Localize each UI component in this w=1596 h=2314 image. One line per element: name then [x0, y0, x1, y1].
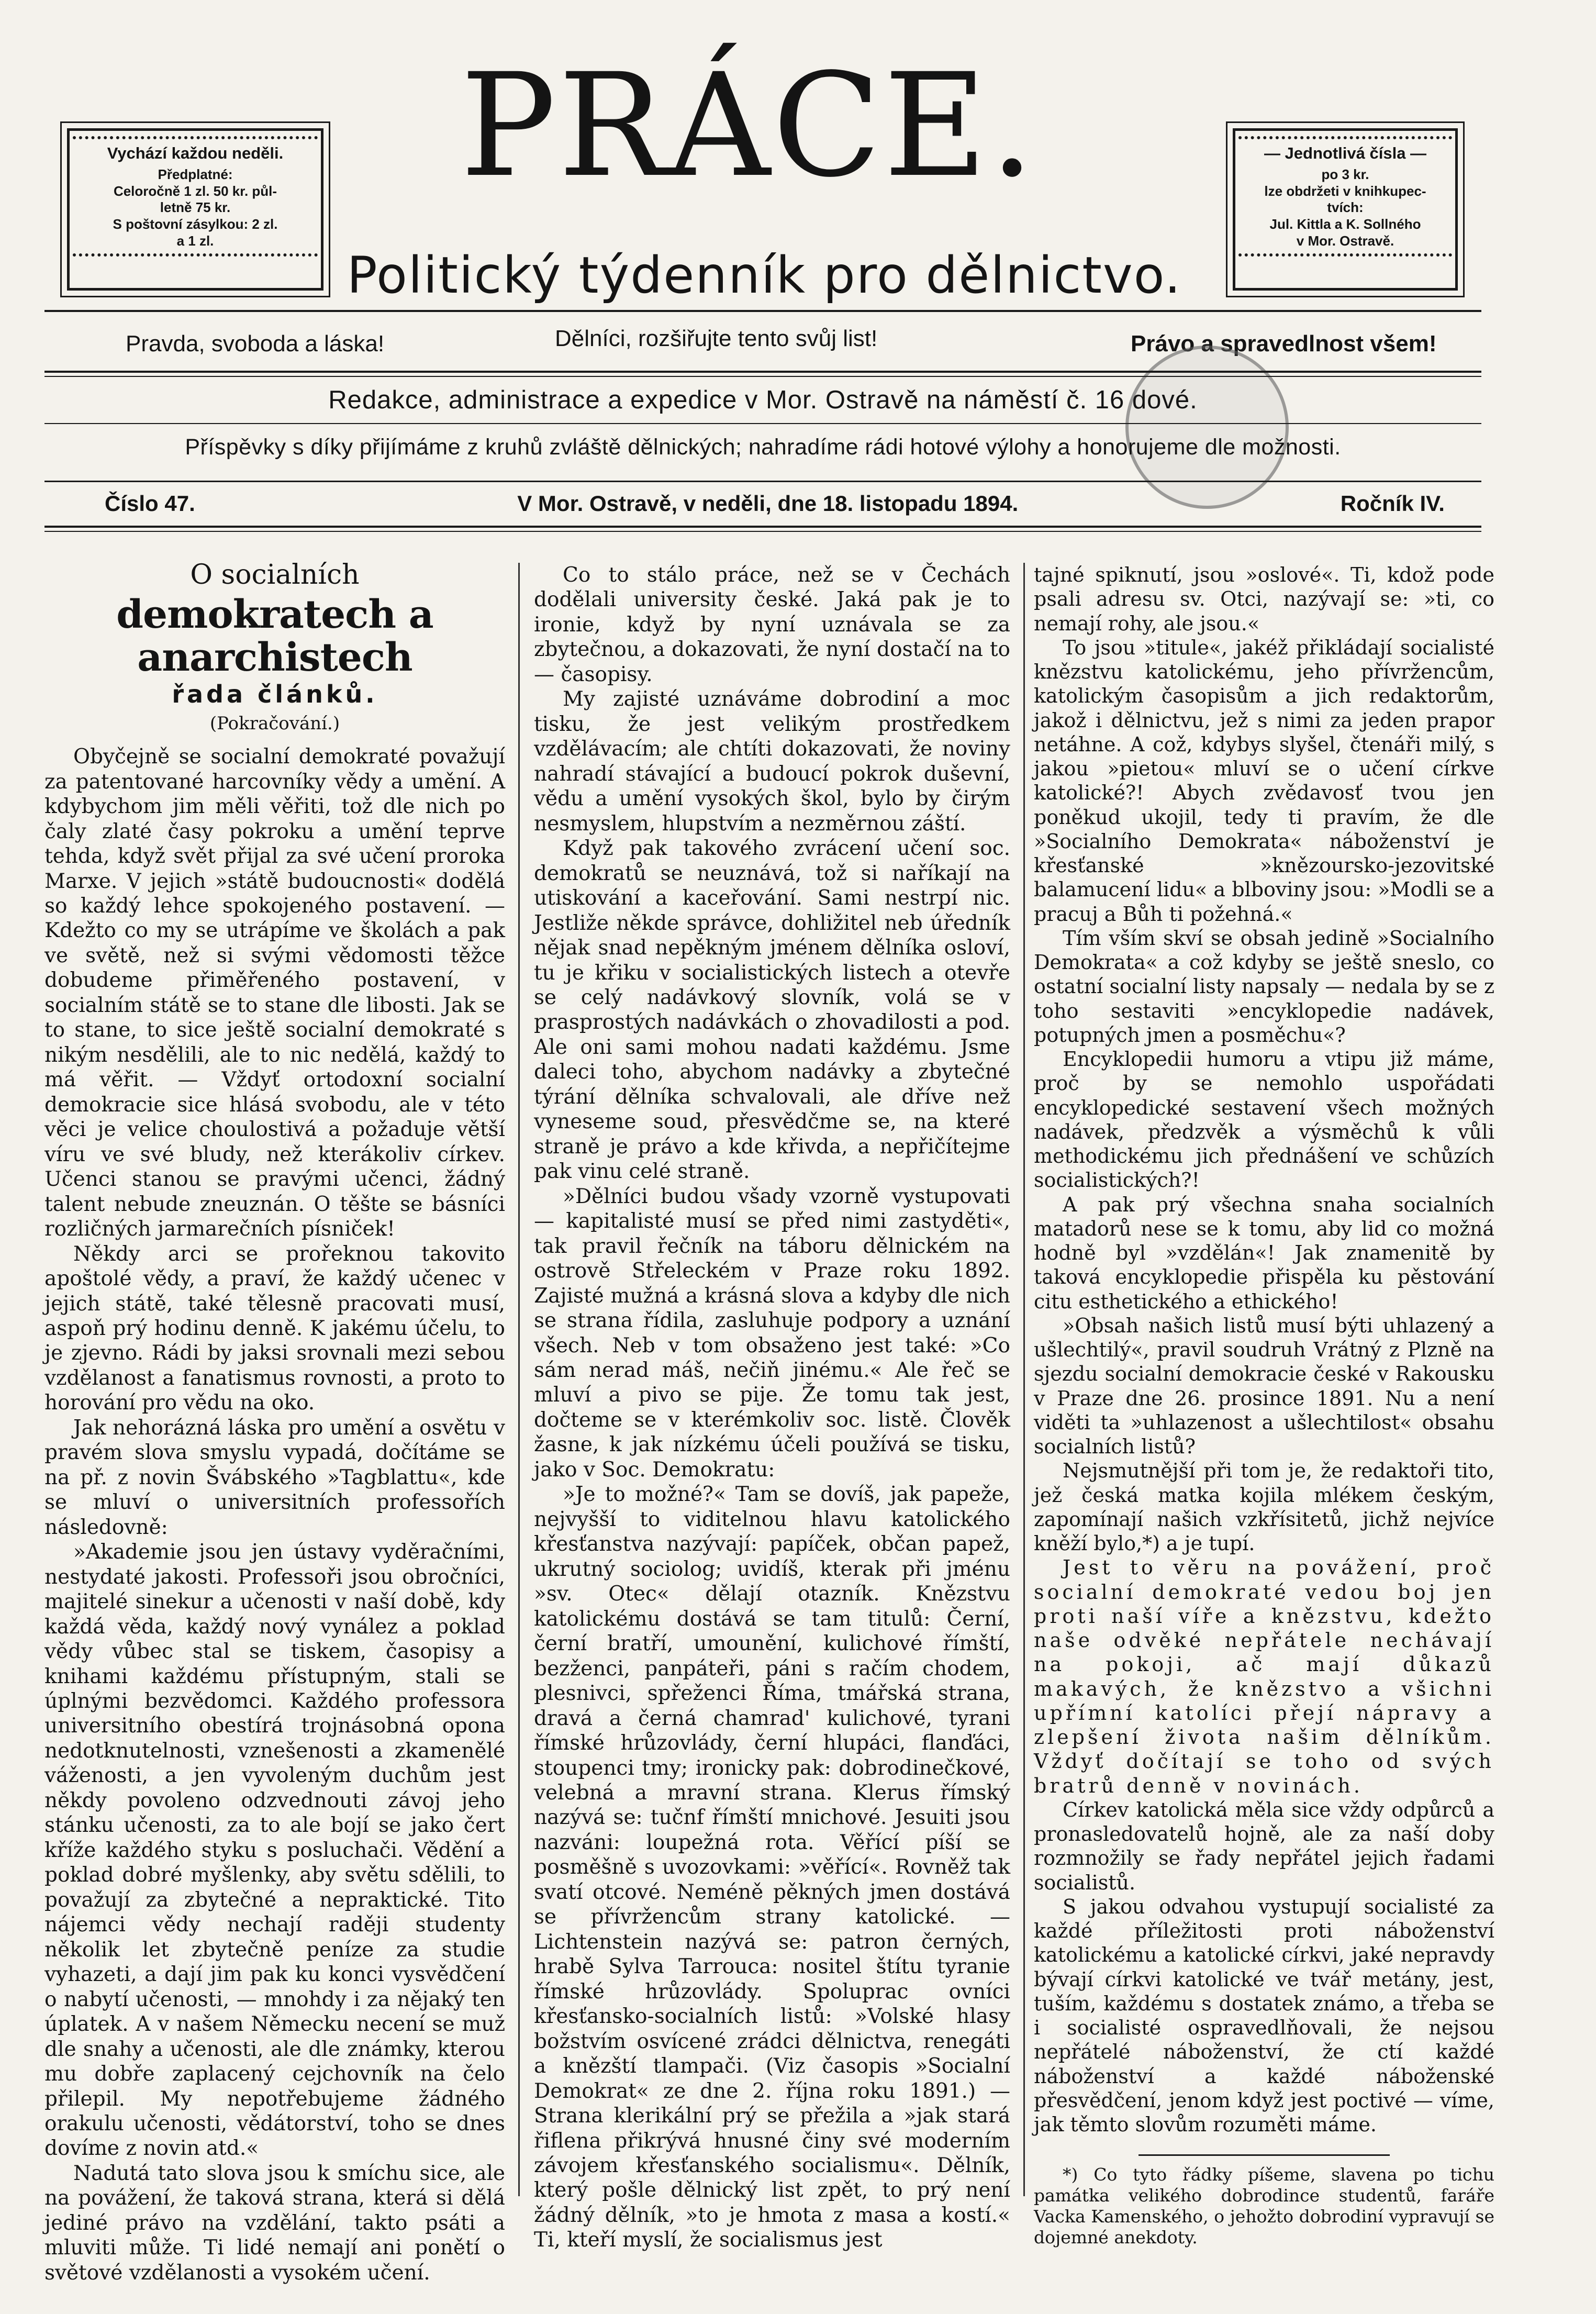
article-column-2: [534, 563, 1010, 2253]
subscription-box: [67, 128, 323, 291]
article-paragraph: Církev katolická měla sice vždy odpůrců a pronasledovatelů hojně, ale za naší doby rozmnožily se řady nepřátel jejich řadami socialistů.: [1034, 1798, 1494, 1894]
article-paragraph: »Dělníci budou všady vzorně vystupovati — kapitalisté musí se před nimi zastyděti«, tak pravil řečník na táboru dělnickém na ostrově Střeleckém v Praze roku 1892. Zajisté mužná a krásná slova a kdyby dle nich se strana řídila, zasluhuje podpory a uznání všech. Neb v tom obsaženo jest také: »Co sám nerad máš, nečiň jinému.« Ale řeč se mluví a pivo se pije. Že tomu tak jest, dočteme se v kterémkoliv soc. listě. Člověk žasne, k jak nízkému účeli používá se tisku, jako v Soc. Demokratu:: [534, 1184, 1010, 1482]
motto-left: Pravda, svoboda a láska!: [126, 331, 385, 357]
postage-stamp-mark: [1125, 346, 1289, 509]
single-issue-line: lze obdržeti v knihkupec-: [1264, 183, 1426, 199]
single-issue-line: tvích:: [1327, 199, 1364, 216]
contributions-rule: [44, 481, 1481, 482]
article-paragraph: Když pak takového zvrácení učení soc. demokratů se neuznává, tož si naříkají na utiskování a kaceřování. Sami nestrpí nic. Jestliže někde správce, dohližitel neb úředník nějak snad nepěkným jménem dělníka osloví, tu je křiku v socialistických listech a otevře se celý nadávkový slovník, volá se v prasprostých nadávkách o zhovadilosti a pod. Ale oni sami mohou nadati každému. Jsme daleci toho, abychom nadávky a zbytečné týrání dělníka schvalovali, ale dříve než vyneseme soud, přesvědčme se, na které straně je právo a kde křivda, a nepřičítejme pak vinu celé straně.: [534, 837, 1010, 1184]
newspaper-subtitle: Politický týdenník pro dělnictvo.: [347, 246, 1182, 305]
footnote: [1034, 2164, 1494, 2248]
article-paragraph: »Je to možné?« Tam se dovíš, jak papeže, nejvyšší to viditelnou hlavu katolického křesťanstva nazývají: papíček, občan papež, ukrutný sociolog; uvidíš, kterak při jménu »sv. Otec« dělají otazník. Knězstvu katolickému dostává se tam titulů: Černí, černí bratří, umounění, kulichové římští, bezženci, panpáteři, páni s račím chodem, plesnivci, spřeženci Říma, tmářská strana, dravá a černá chamrad' kulichové, tyrani římské hrůzovlády, černí hlupáci, flanďáci, stoupenci tmy; ironicky pak: dobrodinečkové, velebná a mravní strana. Klerus římský nazývá se: tučnf římští mnichové. Jesuiti jsou nazváni: loupežná rota. Věřící píší se posměšně s uvozovkami: »věřící«. Rovněž tak svatí otcové. Neméně pěkných jmen dostává se přívržencům strany katolické. — Lichtenstein nazývá se: patron černých, hrabě Sylva Tarrouca: nositel štítu tyranie římské hrůzovlády. Spoluprac ovníci křesťansko-socialních listů: »Volské hlasy božstvím osvícené zrádci dělnictva, renegáti a knězští tlampači. (Viz časopis »Socialní Demokrat« ze dne 2. října roku 1891.) — Strana klerikální prý se přežila a »jak stará řiflena přikrývá hnusné činy své moderním závojem křesťanského socialismu«. Dělník, který pošle dělnický list zpět, to prý není žádný dělník, »to je hmota z masa a kostí.« Ti, kteří myslí, že socialismus jest: [534, 1483, 1010, 2252]
box-ornament-top: [1238, 136, 1452, 139]
volume-number: Ročník IV.: [1340, 491, 1445, 516]
article-paragraph: Tím vším skví se obsah jedině »Socialního Demokrata« a což kdyby se ještě sneslo, co ostatní socialní listy napsaly — nedala by se z toho sestaviti »encyklopedie nadávek, potupných jmen a posměchu«?: [1034, 926, 1494, 1047]
masthead-rule: [44, 310, 1481, 312]
subscription-line: a 1 zl.: [176, 232, 214, 249]
motto-right: Právo a spravedlnost všem!: [1131, 331, 1437, 357]
article-paragraph: »Obsah našich listů musí býti uhlazený a ušlechtilý«, pravil soudruh Vrátný z Plzně na sjezdu socialní demokracie české v Rakousku v Praze dne 26. prosince 1891. Nu a není viděti ta »uhlazenost a ušlechtilost« obsahu socialních listů?: [1034, 1314, 1494, 1458]
article-paragraph: A pak prý všechna snaha socialních matadorů nese se k tomu, aby lid co možná hodně byl »vzdělán«! Jak znamenitě by taková encyklopedie přispěla ku pěstování citu esthetického a ethického!: [1034, 1193, 1494, 1313]
article-paragraph: Jak nehorázná láska pro umění a osvětu v pravém slova smyslu vypadá, dočítáme se na př. z novin Švábského »Tagblattu«, kde se mluví o universitních professořích následovně:: [44, 1416, 505, 1539]
article-paragraph: Encyklopedii humoru a vtipu již máme, proč by se nemohlo uspořádati encyklopedické sestavení všech možných nadávek, předzvěk a výsměchů k vůli methodickému jich přednášení ve schůzích socialistických?!: [1034, 1048, 1494, 1192]
issue-number: Číslo 47.: [105, 491, 195, 516]
footnote-text: *) Co tyto řádky píšeme, slavena po tichu památka velikého dobrodince studentů, faráře Vacka Kamenského, o jehožto dobrodiní vypravují se dojemné anekdoty.: [1034, 2164, 1494, 2248]
single-issue-line: Jul. Kittla a K. Sollného: [1269, 216, 1421, 232]
box-ornament-bottom: [73, 253, 318, 257]
article-paragraph-emphasis: Jest to věru na povážení, proč socialní demokraté vedou boj jen proti naší víře a knězstvu, kdežto naše odvěké nepřátele nechávají na pokoji, ač mají důkazů makavých, že knězstvo a všichni upřímní katolíci přejí nápravy a zlepšení života našim dělníkům. Vždyť dočítají se toho od svých bratrů denně v novinách.: [1034, 1556, 1494, 1797]
editorial-address: Redakce, administrace a expedice v Mor. Ostravě na náměstí č. 16 dové.: [328, 386, 1198, 414]
article-paragraph: S jakou odvahou vystupují socialisté za každé příležitosti proti náboženství katolickému a katolické církvi, jaké nepravdy bývají církvi katolické ve tvář metány, jest, tuším, každému s dostatek známo, a třeba se i socialisté ospravedlňovali, že nejsou nepřátelé náboženství, že ctí každé náboženství a každé náboženské přesvědčení, jenom když jest poctivé — víme, jak těmto slovům rozuměti máme.: [1034, 1895, 1494, 2136]
motto-center: Dělníci, rozšiřujte tento svůj list!: [555, 326, 878, 351]
article-paragraph: »Akademie jsou jen ústavy vyděračními, nestydaté jakosti. Professoři jsou obročníci, majitelé sinekur a učenosti v naší době, kdy každá věda, každý nový vynález a poklad vědy vůbec stal se tiskem, časopisy a knihami každému přístupným, stali se úplnými bezvědomci. Každého professora universitního obestírá trojnásobná opona nedotknutelnosti, vznešenosti a zkamenělé váženosti, a jen vyvoleným duchům jest někdy povoleno odzvednouti závoj jeho stánku učenosti, za to ale bojí se jako čert kříže každého styku s posluchači. Vědění a poklad dobré myšlenky, aby světu sdělili, to považují za zbytečné a nepraktické. Tito nájemci vědy nechají raději studenty několik let zbytečně peníze za studie vyhazeti, a dají jim pak ku konci vysvědčení o nabytí učenosti, — mnohdy i za nějaký ten úplatek. A v našem Německu necení se muž dle snahy a učenosti, ale dle známky, kterou mu dobře zaplacený cejchovník na čelo přilepil. My nepotřebujeme žádného orakulu učenosti, vědátorství, toho se dnes dovíme z novin atd.«: [44, 1540, 505, 2161]
article-column-1: [44, 559, 505, 2285]
column-divider: [1023, 563, 1025, 2196]
newspaper-title: PRÁCE.: [460, 43, 1037, 209]
article-heading-line2: demokratech a anarchistech: [116, 592, 433, 680]
box-ornament-bottom: [1238, 253, 1452, 257]
box-ornament-top: [73, 136, 318, 139]
subscription-line: letně 75 kr.: [160, 199, 231, 216]
contributions-note: Příspěvky s díky přijímáme z kruhů zvláště dělnických; nahradíme rádi hotové výlohy a honorujeme dle možnosti.: [185, 435, 1341, 460]
header-double-rule: [44, 371, 1481, 373]
single-issue-line: v Mor. Ostravě.: [1296, 232, 1394, 249]
article-paragraph: My zajisté uznáváme dobrodiní a moc tisku, že jest velikým prostředkem vzdělávacím; ale chtíti dokazovati, že noviny nahradí stávající a budoucí pokrok duševní, vědu a umění vysokých škol, bylo by čirým nesmyslem, hlupstvím a nezměrnou záští.: [534, 687, 1010, 836]
column-divider: [518, 563, 520, 2196]
address-rule: [44, 423, 1481, 424]
subscription-line: Předplatné:: [158, 166, 233, 182]
subscription-line: Celoročně 1 zl. 50 kr. půl-: [113, 183, 277, 199]
continued-label: (Pokračování.): [209, 713, 340, 734]
article-paragraph: To jsou »titule«, jakéž přikládají socialisté knězstvu katolickému, jeho přívržencům, katolickým časopisům a jich redaktorům, jakož i dělnictvu, jež s nimi za jeden prapor netáhne. A což, kdybys slyšel, čtenáři milý, s jakou »pietou« mluví se o učení církve katolické?! Abych zvědavosť tvou jen poněkud ukojil, tedy ti pravím, že dle »Socialního Demokrata« náboženství je křesťanské »knězoursko-jezovitské balamucení lidu« a blboviny jsou: »Modli se a pracuj a Bůh ti požehná.«: [1034, 636, 1494, 926]
article-paragraph: Někdy arci se prořeknou takovito apoštolé vědy, a praví, že každý učenec v jejich státě, také tělesně pracovati musí, aspoň prý hodinu denně. K jakému účelu, to je zjevno. Rádi by jaksi srovnali mezi sebou vzdělanost a fanatismus rovnosti, a proto to horování pro vědu na oko.: [44, 1242, 505, 1415]
article-paragraph: tajné spiknutí, jsou »oslové«. Ti, kdož pode psali adresu sv. Otci, nazývají se: »ti, co nemají rohy, ale jsou.«: [1034, 563, 1494, 635]
subscription-line: S poštovní zásylkou: 2 zl.: [113, 216, 278, 232]
article-column-3: [1034, 563, 1494, 2248]
header-double-rule: [44, 376, 1481, 377]
article-paragraph: Nadutá tato slova jsou k smíchu sice, ale na povážení, že taková strana, která si dělá jediné právo na vzdělání, takto psáti a mluviti může. Ti lidé nemají ani ponětí o světové vzdělanosti a vysokém učení.: [44, 2161, 505, 2285]
article-paragraph: Co to stálo práce, než se v Čechách dodělali university české. Jaká pak je to ironie, když by nyní uznávala se za zbytečnou, a dokazovati, že nyní dostačí na to — časopisy.: [534, 563, 1010, 686]
subscription-heading: Vychází každou neděli.: [107, 144, 284, 162]
article-heading-line1: O socialních: [190, 559, 360, 591]
article-series-label: řada článků.: [172, 680, 378, 709]
footnote-rule: [1139, 2154, 1390, 2156]
article-paragraph: Nejsmutnější při tom je, že redaktoři tito, jež česká matka kojila mlékem českým, zapomínají našich vzkřísitetů, jichž nejvíce kněží bylo,*) a je tupí.: [1034, 1459, 1494, 1555]
single-issue-box: [1233, 128, 1458, 291]
issue-rule: [44, 531, 1481, 532]
issue-date: V Mor. Ostravě, v neděli, dne 18. listopadu 1894.: [517, 491, 1019, 516]
issue-rule: [44, 526, 1481, 528]
article-paragraph: Obyčejně se socialní demokraté považují za patentované harcovníky vědy a umění. A kdybychom jim měli věřiti, tož dle nich po čaly zlaté časy pokroku a umění teprve tehda, když svět přijal za své učení proroka Marxe. V jejich »státě budoucnosti« dodělá so každý lehce spokojeného postavení. — Kdežto co my se utrápíme ve školách a pak ve světě, než si svými vědomosti těžce dobudeme přiměřeného postavení, v socialním státě se to stane dle libosti. Jak se to stane, to sice ještě socialní demokraté s nikým nesdělili, ale to nic nedělá, každý to má věřit. — Vždyť ortodoxní socialní demokracie sice hlásá svobodu, ale v této věci je velice choulostivá a požaduje větší víru ve své bludy, než kterákoliv církev. Učenci stanou se pravými učenci, žádný talent nebude zneuznán. O těšte se básníci rozličných jarmarečních písniček!: [44, 745, 505, 1241]
single-issue-heading: — Jednotlivá čísla —: [1264, 144, 1427, 162]
issue-line: [105, 491, 1445, 516]
single-issue-line: po 3 kr.: [1321, 166, 1369, 182]
